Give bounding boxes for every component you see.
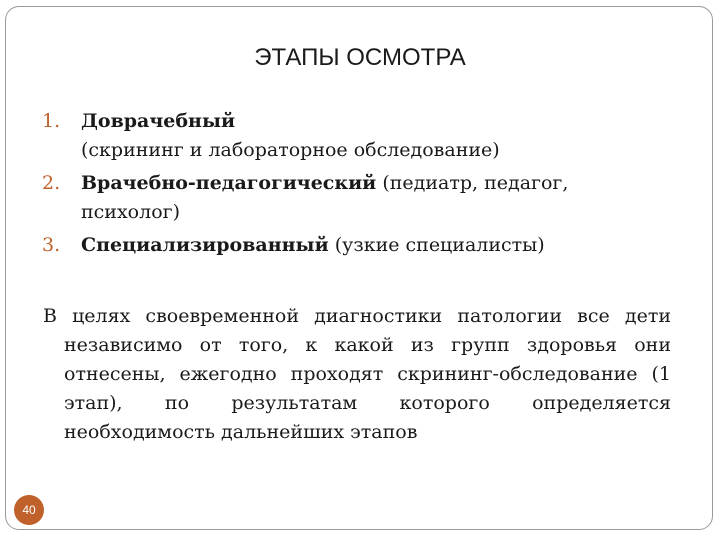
list-item — [18, 107, 658, 165]
stage-detail: (узкие специалисты) — [334, 234, 545, 256]
stage-name: Доврачебный — [81, 110, 236, 132]
body-paragraph: В целях своевременной диагностики патологии все дети независимо от того, к какой из групп здоровья они отнесены, ежегодно проходят скрининг-обследование (1 этап), по результатам которого определяется необходимость дальнейших этапов — [43, 305, 671, 443]
list-number: 1. — [42, 110, 61, 132]
stage-detail: (педиатр, педагог, психолог) — [81, 172, 569, 223]
stages-list — [18, 107, 658, 264]
slide-frame — [5, 6, 713, 530]
page-number-badge: 40 — [14, 495, 44, 525]
stage-detail: (скрининг и лабораторное обследование) — [81, 139, 500, 161]
list-item — [18, 231, 658, 260]
list-item — [18, 169, 658, 227]
slide-title: ЭТАПЫ ОСМОТРА — [254, 44, 466, 71]
stage-name: Врачебно-педагогический — [81, 172, 377, 194]
list-number: 2. — [42, 172, 61, 194]
stage-name: Специализированный — [81, 234, 329, 256]
list-number: 3. — [42, 234, 61, 256]
